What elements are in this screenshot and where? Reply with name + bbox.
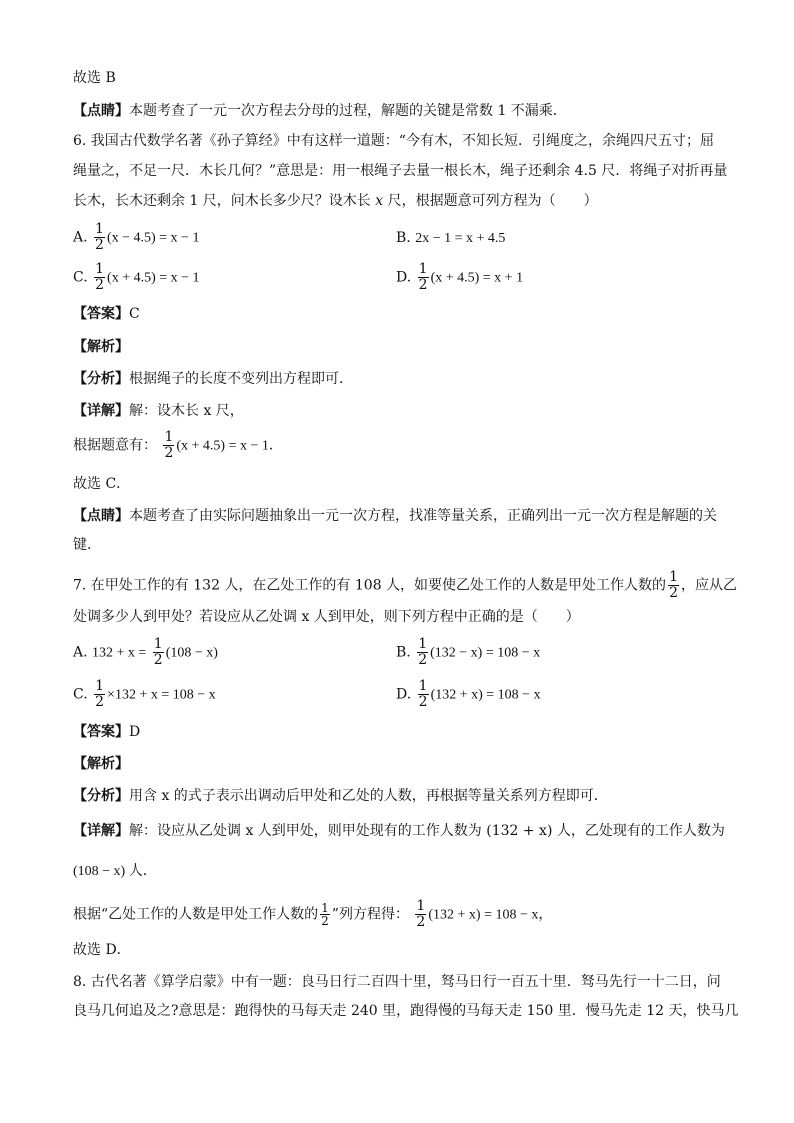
- q6-conclusion: 故选 C．: [73, 476, 131, 492]
- q6-note-line-2: 键．: [73, 537, 101, 553]
- fraction-half: $\frac{1}{2}$: [418, 636, 428, 668]
- q8-line-2: 良马几何追及之?意思是：跑得快的马每天走 240 里，跑得慢的马每天走 150 里．慢马先走 12 天，快马几: [73, 1003, 739, 1019]
- q7-option-b: B. $\frac{1}{2}$ (132 − x) = 108 − x: [396, 636, 541, 668]
- q6-analysis: 【分析】根据绳子的长度不变列出方程即可．: [73, 371, 353, 387]
- q6-detail: 【详解】解：设木长 x 尺，: [73, 403, 244, 419]
- q7-detail: 【详解】解：设应从乙处调 x 人到甲处，则甲处现有的工作人数为 (132 + x) 人，乙处现有的工作人数为: [73, 823, 725, 839]
- fraction-half: $\frac{1}{2}$: [418, 678, 428, 710]
- q6-line-1: 6. 我国古代数学名著《孙子算经》中有这样一道题：“今有木，不知长短．引绳度之，余绳四尺五寸；屈: [73, 133, 714, 149]
- fraction-half: $\frac{1}{2}$: [321, 901, 329, 928]
- q6-analysis-heading: 【解析】: [73, 339, 129, 355]
- q6-option-b: B. 2x − 1 = x + 4.5: [396, 230, 506, 246]
- q7-option-c: C. $\frac{1}{2}$ ×132 + x = 108 − x: [73, 678, 216, 710]
- q6-line-3: 长木，长木还剩余 1 尺，问木长多少尺？设木长 x 尺，根据题意可列方程为（ ）: [73, 193, 598, 209]
- fraction-half: $\frac{1}{2}$: [669, 569, 678, 601]
- q7-answer: 【答案】D: [73, 724, 141, 740]
- q7-line-2: 处调多少人到甲处？若设应从乙处调 x 人到甲处，则下列方程中正确的是（ ）: [73, 609, 580, 625]
- q6-option-d: D. $\frac{1}{2}$ (x + 4.5) = x + 1: [396, 261, 524, 293]
- fraction-half: $\frac{1}{2}$: [418, 261, 428, 293]
- q7-analysis-heading: 【解析】: [73, 756, 129, 772]
- q7-option-a: A. 132 + x = $\frac{1}{2}$ (108 − x): [73, 636, 218, 668]
- q7-conclusion: 故选 D．: [73, 942, 131, 958]
- q7-line-1: 7. 在甲处工作的有 132 人，在乙处工作的有 108 人，如要使乙处工作的人数是甲处工作人数的 $\frac{1}{2}$ ，应从乙: [73, 569, 737, 601]
- fraction-half: $\frac{1}{2}$: [95, 678, 105, 710]
- prev-answer-line: 故选 B: [73, 70, 116, 86]
- q7-option-d: D. $\frac{1}{2}$ (132 + x) = 108 − x: [396, 678, 541, 710]
- fraction-half: $\frac{1}{2}$: [416, 898, 426, 930]
- q6-line-2: 绳量之，不足一尺．木长几何？”意思是：用一根绳子去量一根长木，绳子还剩余 4.5 尺．将绳子对折再量: [73, 163, 728, 179]
- q8-line-1: 8. 古代名著《算学启蒙》中有一题：良马日行二百四十里，驽马日行一百五十里．驽马先行一十二日，问: [73, 974, 721, 990]
- q7-equation-line: 根据“乙处工作的人数是甲处工作人数的 $\frac{1}{2}$ ”列方程得： $\frac{1}{2}$ (132 + x) = 108 − x，: [73, 898, 553, 930]
- fraction-half: $\frac{1}{2}$: [164, 429, 174, 461]
- q7-detail-2: (108 − x) 人．: [73, 864, 157, 879]
- q7-analysis: 【分析】用含 x 的式子表示出调动后甲处和乙处的人数，再根据等量关系列方程即可．: [73, 788, 608, 804]
- q6-detail-equation: 根据题意有： $\frac{1}{2}$ (x + 4.5) = x − 1．: [73, 429, 283, 461]
- fraction-half: $\frac{1}{2}$: [95, 261, 105, 293]
- fraction-half: $\frac{1}{2}$: [153, 636, 163, 668]
- q6-answer: 【答案】C: [73, 306, 140, 322]
- fraction-half: $\frac{1}{2}$: [95, 221, 104, 253]
- q6-option-c: C. $\frac{1}{2}$ (x + 4.5) = x − 1: [73, 261, 200, 293]
- prev-note-line: 【点睛】本题考查了一元一次方程去分母的过程，解题的关键是常数 1 不漏乘．: [73, 103, 567, 119]
- q6-note-line-1: 【点睛】本题考查了由实际问题抽象出一元一次方程，找准等量关系，正确列出一元一次方程是解题的关: [73, 508, 717, 524]
- q6-option-a: A. $\frac{1}{2}$ (x − 4.5) = x − 1: [73, 221, 200, 253]
